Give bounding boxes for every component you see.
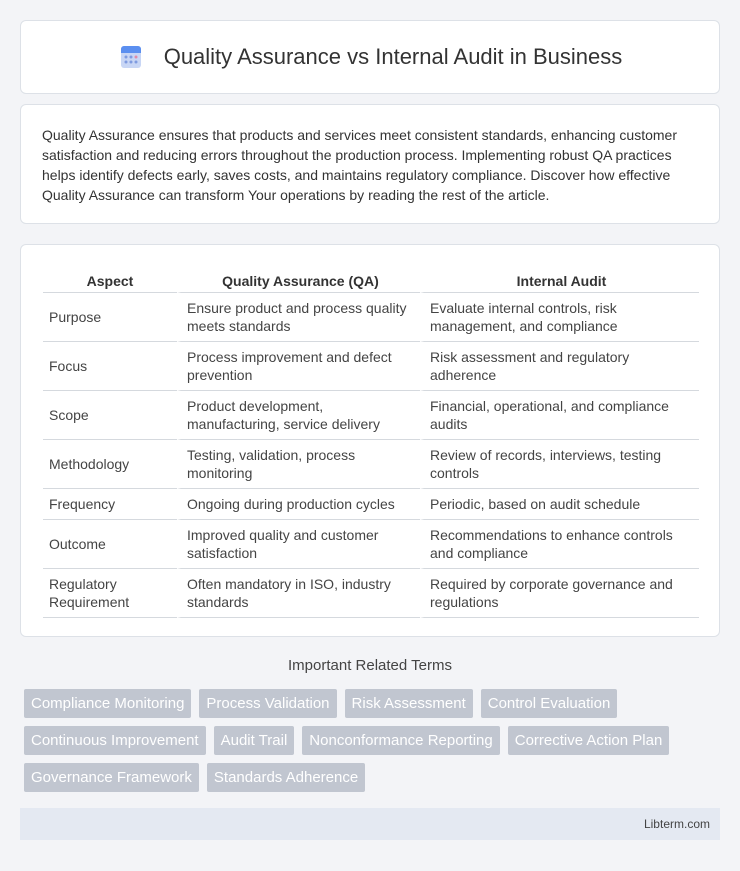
table-cell-aspect: Focus: [43, 342, 177, 391]
tag-risk-assessment[interactable]: Risk Assessment: [345, 689, 473, 718]
table-row: [43, 342, 699, 391]
table-cell-aspect: Methodology: [43, 440, 177, 489]
intro-card: [20, 104, 720, 224]
table-cell-audit: Required by corporate governance and regulations: [420, 569, 699, 618]
table-cell-audit: Financial, operational, and compliance audits: [420, 391, 699, 440]
table-header-row: [43, 265, 699, 293]
footer-site-link[interactable]: Libterm.com: [643, 817, 710, 831]
table-cell-aspect: Scope: [43, 391, 177, 440]
table-cell-qa: Process improvement and defect prevention: [177, 342, 420, 391]
related-terms-tags: [24, 689, 724, 800]
tag-nonconformance-reporting[interactable]: Nonconformance Reporting: [302, 726, 499, 755]
table-cell-audit: Evaluate internal controls, risk management, and compliance: [420, 293, 699, 342]
comparison-table: [43, 265, 699, 618]
table-cell-aspect: Regulatory Requirement: [43, 569, 177, 618]
table-cell-qa: Improved quality and customer satisfaction: [177, 520, 420, 569]
tag-audit-trail[interactable]: Audit Trail: [214, 726, 295, 755]
table-row: [43, 391, 699, 440]
table-cell-audit: Review of records, interviews, testing controls: [420, 440, 699, 489]
intro-text: Quality Assurance ensures that products and services meet consistent standards, enhancing customer satisfaction and reducing errors throughout the production process. Implementing robust QA practices helps identify defects early, saves costs, and maintains regulatory compliance. Discover how effective Quality Assurance can transform Your operations by reading the rest of the article.: [42, 127, 678, 203]
table-cell-qa: Product development, manufacturing, service delivery: [177, 391, 420, 440]
header-card: [20, 20, 720, 94]
table-cell-audit: Periodic, based on audit schedule: [420, 489, 699, 520]
tag-continuous-improvement[interactable]: Continuous Improvement: [24, 726, 206, 755]
tag-row: [24, 689, 724, 718]
page-title: Quality Assurance vs Internal Audit in Business: [163, 44, 623, 69]
document-icon: [118, 44, 144, 70]
table-row: [43, 520, 699, 569]
table-cell-aspect: Outcome: [43, 520, 177, 569]
table-row: [43, 440, 699, 489]
tag-corrective-action-plan[interactable]: Corrective Action Plan: [508, 726, 670, 755]
table-cell-qa: Ensure product and process quality meets standards: [177, 293, 420, 342]
column-header-internal-audit: Internal Audit: [420, 265, 699, 293]
tag-governance-framework[interactable]: Governance Framework: [24, 763, 199, 792]
footer: [20, 808, 720, 840]
tag-process-validation[interactable]: Process Validation: [199, 689, 336, 718]
tag-standards-adherence[interactable]: Standards Adherence: [207, 763, 365, 792]
table-cell-qa: Testing, validation, process monitoring: [177, 440, 420, 489]
tag-compliance-monitoring[interactable]: Compliance Monitoring: [24, 689, 191, 718]
table-cell-audit: Recommendations to enhance controls and compliance: [420, 520, 699, 569]
table-cell-aspect: Frequency: [43, 489, 177, 520]
related-terms-title: Important Related Terms: [288, 657, 452, 674]
tag-row: [24, 763, 724, 792]
column-header-qa: Quality Assurance (QA): [177, 265, 420, 293]
table-row: [43, 569, 699, 618]
column-header-aspect: Aspect: [43, 265, 177, 293]
tag-control-evaluation[interactable]: Control Evaluation: [481, 689, 618, 718]
table-cell-qa: Ongoing during production cycles: [177, 489, 420, 520]
tag-row: [24, 726, 724, 755]
comparison-table-card: [20, 244, 720, 637]
table-cell-aspect: Purpose: [43, 293, 177, 342]
table-cell-qa: Often mandatory in ISO, industry standards: [177, 569, 420, 618]
table-cell-audit: Risk assessment and regulatory adherence: [420, 342, 699, 391]
table-row: [43, 489, 699, 520]
table-row: [43, 293, 699, 342]
